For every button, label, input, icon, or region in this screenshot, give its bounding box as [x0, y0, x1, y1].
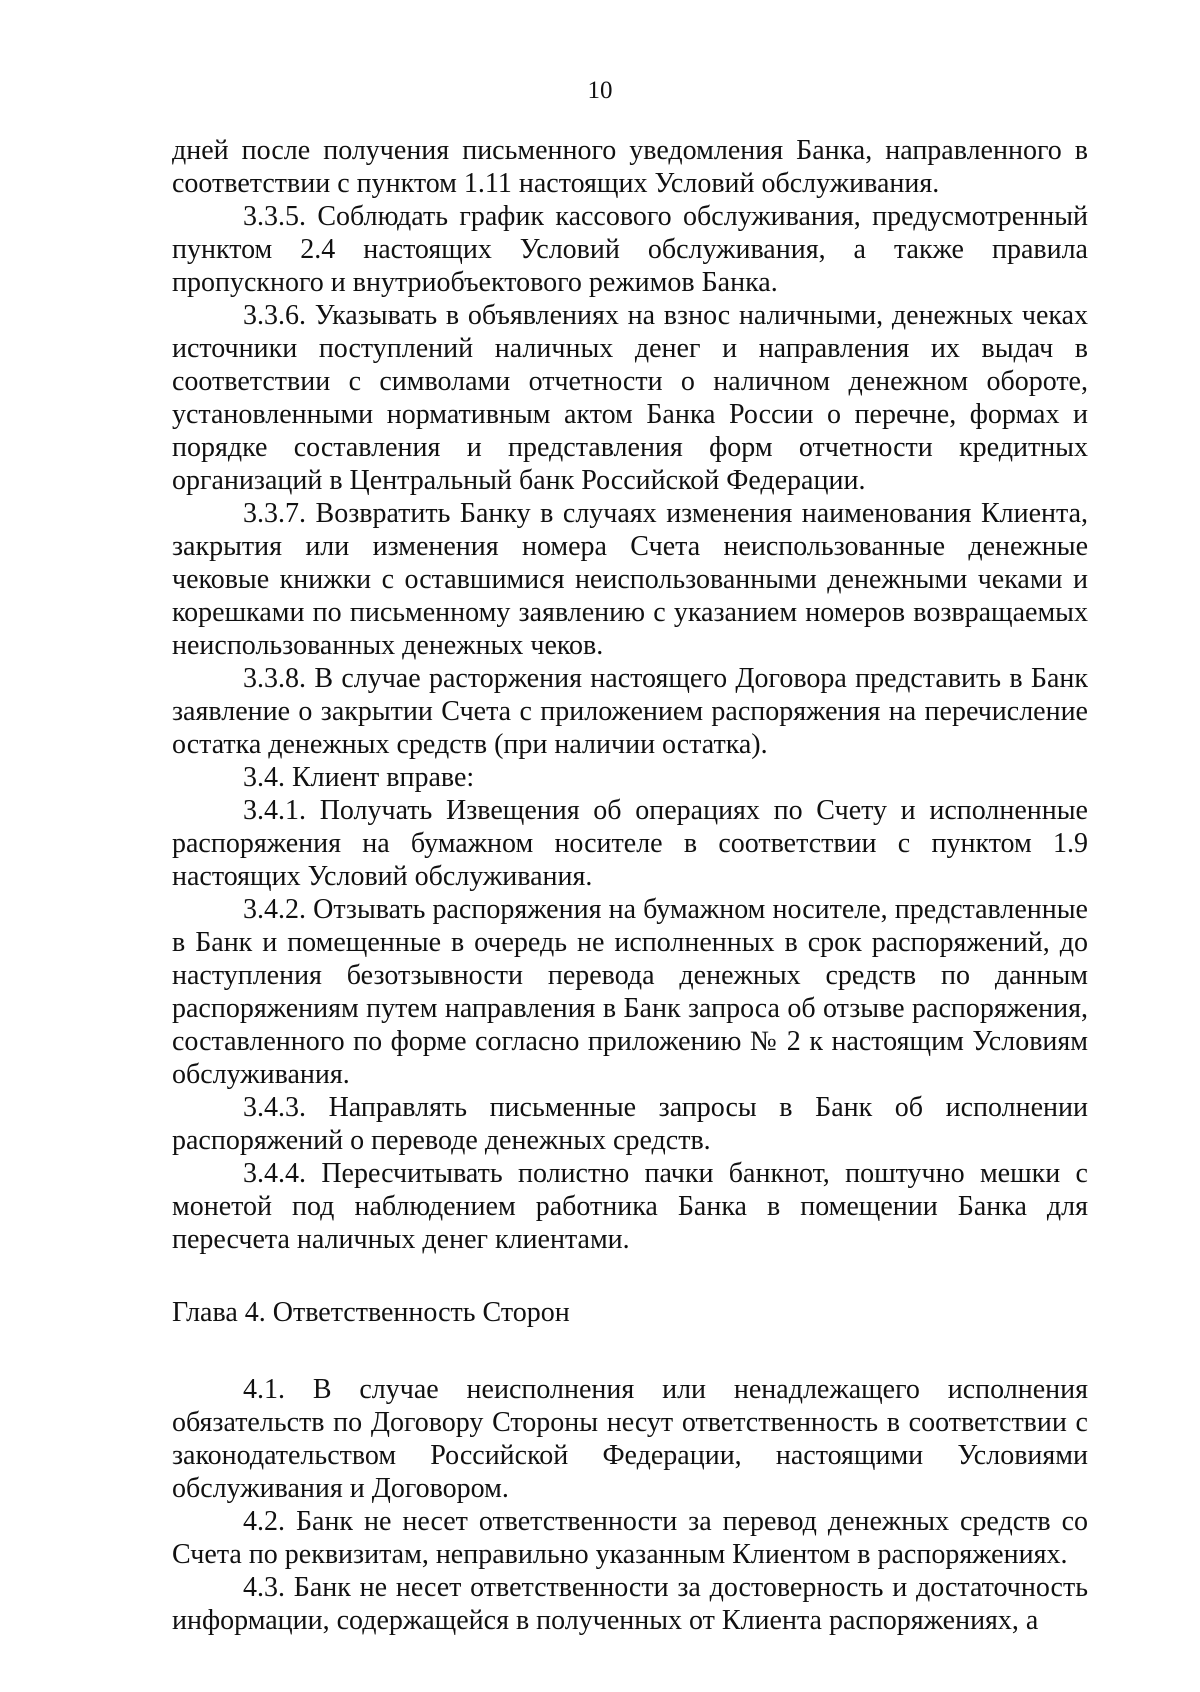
document-body [172, 134, 1088, 1637]
chapter-title: Глава 4. Ответственность Сторон [172, 1297, 570, 1328]
paragraph-4-1: 4.1. В случае неисполнения или ненадлежащего исполнения обязательств по Договору Стороны несут ответственность в соответствии с законодательством Российской Федерации, настоящими Условиями обслуживания и Договором. [172, 1374, 1088, 1504]
paragraph-3-4: 3.4. Клиент вправе: [243, 762, 475, 793]
paragraph-3-4-2: 3.4.2. Отзывать распоряжения на бумажном носителе, представленные в Банк и помещенные в очередь не исполненных в срок распоряжений, до наступления безотзывности перевода денежных средств по данным распоряжениям путем направления в Банк запроса об отзыве распоряжения, составленного по форме согласно приложению № 2 к настоящим Условиям обслуживания. [172, 894, 1088, 1090]
paragraph-4-3: 4.3. Банк не несет ответственности за достоверность и достаточность информации, содержащейся в полученных от Клиента распоряжениях, а [172, 1572, 1088, 1636]
paragraph-continuation: дней после получения письменного уведомления Банка, направленного в соответствии с пунктом 1.11 настоящих Условий обслуживания. [172, 135, 1088, 199]
paragraph-3-3-5: 3.3.5. Соблюдать график кассового обслуживания, предусмотренный пунктом 2.4 настоящих Условий обслуживания, а также правила пропускного и внутриобъектового режимов Банка. [172, 201, 1088, 298]
paragraph-4-2: 4.2. Банк не несет ответственности за перевод денежных средств со Счета по реквизитам, неправильно указанным Клиентом в распоряжениях. [172, 1506, 1088, 1570]
paragraph-3-4-4: 3.4.4. Пересчитывать полистно пачки банкнот, поштучно мешки с монетой под наблюдением работника Банка в помещении Банка для пересчета наличных денег клиентами. [172, 1158, 1088, 1255]
paragraph-3-4-1: 3.4.1. Получать Извещения об операциях по Счету и исполненные распоряжения на бумажном носителе в соответствии с пунктом 1.9 настоящих Условий обслуживания. [172, 795, 1088, 892]
paragraph-3-3-7: 3.3.7. Возвратить Банку в случаях изменения наименования Клиента, закрытия или изменения номера Счета неиспользованные денежные чековые книжки с оставшимися неиспользованными денежными чеками и корешками по письменному заявлению с указанием номеров возвращаемых неиспользованных денежных чеков. [172, 498, 1088, 661]
paragraph-3-3-8: 3.3.8. В случае расторжения настоящего Договора представить в Банк заявление о закрытии Счета с приложением распоряжения на перечисление остатка денежных средств (при наличии остатка). [172, 663, 1088, 760]
paragraph-3-3-6: 3.3.6. Указывать в объявлениях на взнос наличными, денежных чеках источники поступлений наличных денег и направления их выдач в соответствии с символами отчетности о наличном денежном обороте, установленными нормативным актом Банка России о перечне, формах и порядке составления и представления форм отчетности кредитных организаций в Центральный банк Российской Федерации. [172, 300, 1088, 496]
paragraph-3-4-3: 3.4.3. Направлять письменные запросы в Банк об исполнении распоряжений о переводе денежных средств. [172, 1092, 1088, 1156]
page-number: 10 [587, 77, 613, 104]
